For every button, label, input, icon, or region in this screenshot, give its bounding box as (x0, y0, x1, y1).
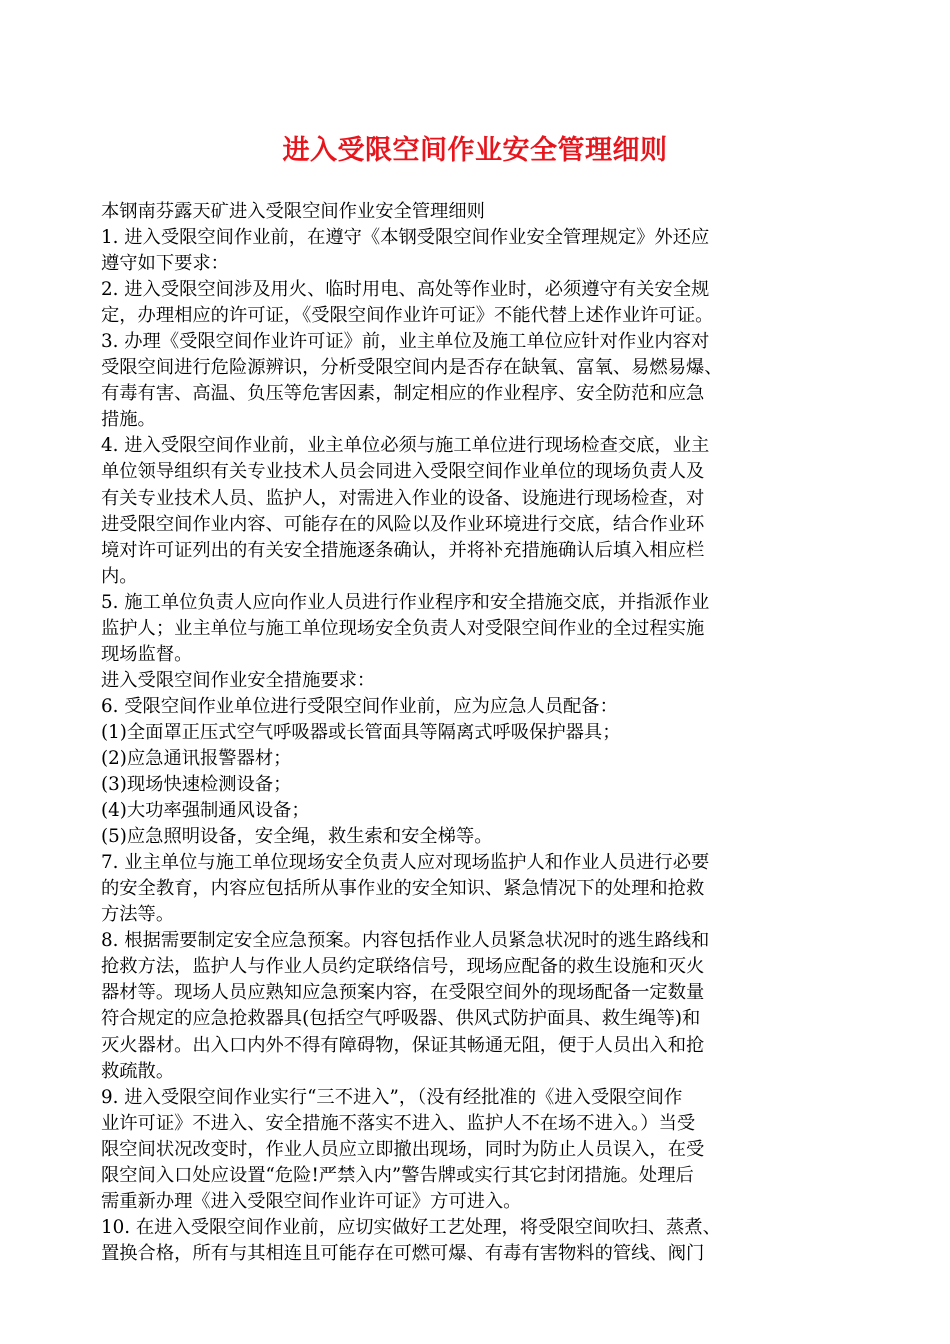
document-line: (1)全面罩正压式空气呼吸器或长管面具等隔离式呼吸保护器具； (101, 721, 621, 743)
document-body (101, 199, 853, 1267)
document-line: 的安全教育，内容应包括所从事作业的安全知识、紧急情况下的处理和抢救 (101, 878, 705, 900)
document-line: 3. 办理《受限空间作业许可证》前，业主单位及施工单位应针对作业内容对 (101, 331, 710, 353)
document-line: 境对许可证列出的有关安全措施逐条确认，并将补充措施确认后填入相应栏 (101, 539, 705, 561)
document-line: 进受限空间作业内容、可能存在的风险以及作业环境进行交底，结合作业环 (101, 513, 705, 535)
document-line: 限空间入口处应设置“危险!严禁入内”警告牌或实行其它封闭措施。处理后 (101, 1164, 694, 1186)
document-line: 抢救方法，监护人与作业人员约定联络信号，现场应配备的救生设施和灭火 (101, 956, 705, 978)
document-line: (3)现场快速检测设备； (101, 774, 292, 796)
document-line: 4. 进入受限空间作业前，业主单位必须与施工单位进行现场检查交底，业主 (101, 435, 710, 457)
document-line: 本钢南芬露天矿进入受限空间作业安全管理细则 (101, 201, 485, 222)
document-line: 器材等。现场人员应熟知应急预案内容，在受限空间外的现场配备一定数量 (101, 982, 705, 1004)
document-line: 措施。 (101, 409, 156, 431)
document-line: 有关专业技术人员、监护人，对需进入作业的设备、设施进行现场检查，对 (101, 487, 705, 509)
document-line: 10. 在进入受限空间作业前，应切实做好工艺处理，将受限空间吹扫、蒸煮、 (101, 1216, 721, 1238)
document-line: (4)大功率强制通风设备； (101, 800, 310, 822)
document-line: 需重新办理《进入受限空间作业许可证》方可进入。 (101, 1190, 522, 1212)
document-line: 有毒有害、高温、负压等危害因素，制定相应的作业程序、安全防范和应急 (101, 383, 705, 405)
document-line: 受限空间进行危险源辨识，分析受限空间内是否存在缺氧、富氧、易燃易爆、 (101, 357, 723, 379)
document-line: (5)应急照明设备，安全绳，救生索和安全梯等。 (101, 826, 493, 848)
document-line: 救疏散。 (101, 1060, 175, 1082)
document-line: 进入受限空间作业安全措施要求： (101, 669, 376, 691)
document-line: 5. 施工单位负责人应向作业人员进行作业程序和安全措施交底，并指派作业 (101, 591, 710, 613)
document-line: 单位领导组织有关专业技术人员会同进入受限空间作业单位的现场负责人及 (101, 461, 705, 483)
document-line: 方法等。 (101, 904, 175, 926)
document-line: 监护人；业主单位与施工单位现场安全负责人对受限空间作业的全过程实施 (101, 617, 705, 639)
document-line: 内。 (101, 565, 138, 587)
document-line: (2)应急通讯报警器材； (101, 747, 292, 769)
document-line: 定，办理相应的许可证，《受限空间作业许可证》不能代替上述作业许可证。 (101, 305, 714, 327)
document-title: 进入受限空间作业安全管理细则 (282, 135, 668, 166)
document-line: 2. 进入受限空间涉及用火、临时用电、高处等作业时，必须遵守有关安全规 (101, 279, 710, 301)
document-line: 现场监督。 (101, 643, 193, 665)
document-line: 遵守如下要求： (101, 253, 229, 275)
document-line: 6. 受限空间作业单位进行受限空间作业前，应为应急人员配备： (101, 695, 618, 717)
document-line: 9. 进入受限空间作业实行“三不进入”，（没有经批准的《进入受限空间作 (101, 1086, 683, 1108)
document-line: 灭火器材。出入口内外不得有障碍物，保证其畅通无阻，便于人员出入和抢 (101, 1034, 705, 1056)
document-line: 限空间状况改变时，作业人员应立即撤出现场，同时为防止人员误入，在受 (101, 1138, 705, 1160)
document-line: 符合规定的应急抢救器具(包括空气呼吸器、供风式防护面具、救生绳等)和 (101, 1008, 701, 1030)
document-line: 置换合格，所有与其相连且可能存在可燃可爆、有毒有害物料的管线、阀门 (101, 1242, 705, 1264)
document-line: 1. 进入受限空间作业前，在遵守《本钢受限空间作业安全管理规定》外还应 (101, 227, 710, 249)
document-line: 7. 业主单位与施工单位现场安全负责人应对现场监护人和作业人员进行必要 (101, 852, 710, 874)
document-line: 业许可证》不进入、安全措施不落实不进入、监护人不在场不进入。）当受 (101, 1112, 696, 1134)
document-line: 8. 根据需要制定安全应急预案。内容包括作业人员紧急状况时的逃生路线和 (101, 930, 710, 952)
